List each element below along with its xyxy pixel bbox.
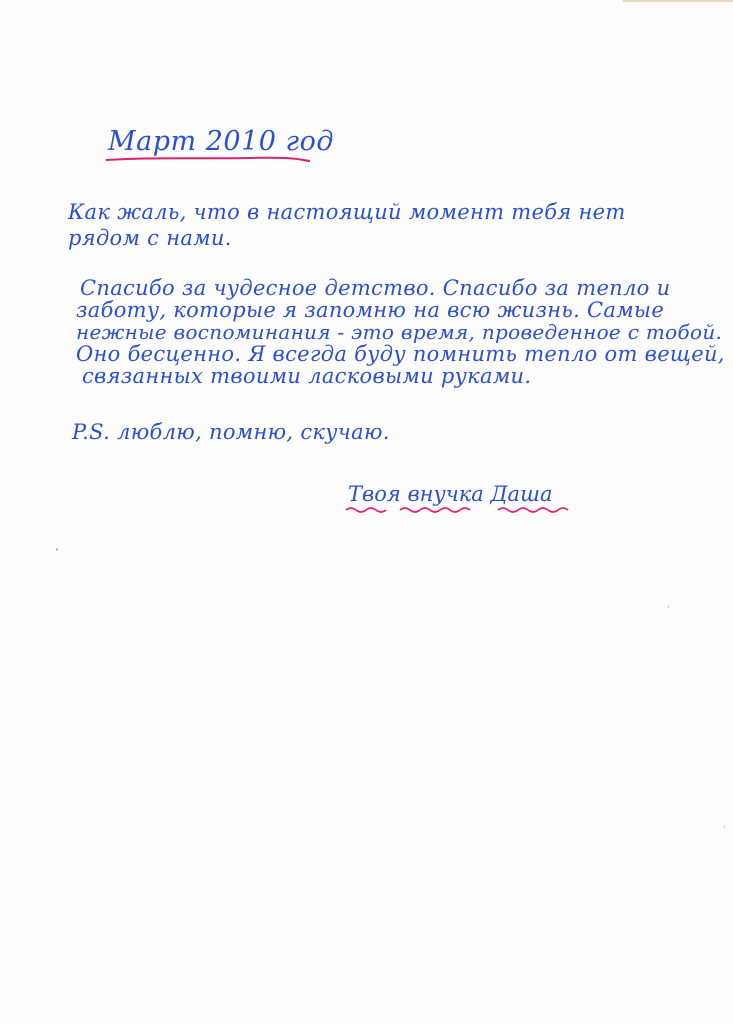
paragraph-1-line-1: Как жаль, что в настоящий момент тебя нет <box>68 200 626 224</box>
scan-speck <box>724 826 725 828</box>
postscript: P.S. люблю, помню, скучаю. <box>72 420 390 444</box>
paragraph-2-line-2: заботу, которые я запомню на всю жизнь. Самые <box>76 298 665 322</box>
scan-speck <box>56 548 58 551</box>
paragraph-2-line-4: Оно бесценно. Я всегда буду помнить тепло от вещей, <box>76 342 725 366</box>
paragraph-1-line-2: рядом с нами. <box>68 226 232 250</box>
paragraph-2-line-5: связанных твоими ласковыми руками. <box>82 364 532 388</box>
paragraph-2-line-3: нежные воспоминания - это время, проведенное с тобой. <box>76 320 723 344</box>
paragraph-2-line-1: Спасибо за чудесное детство. Спасибо за тепло и <box>80 276 671 300</box>
signature: Твоя внучка Даша <box>348 482 553 506</box>
letter-title: Март 2010 год <box>108 126 335 157</box>
scan-speck <box>668 606 669 608</box>
